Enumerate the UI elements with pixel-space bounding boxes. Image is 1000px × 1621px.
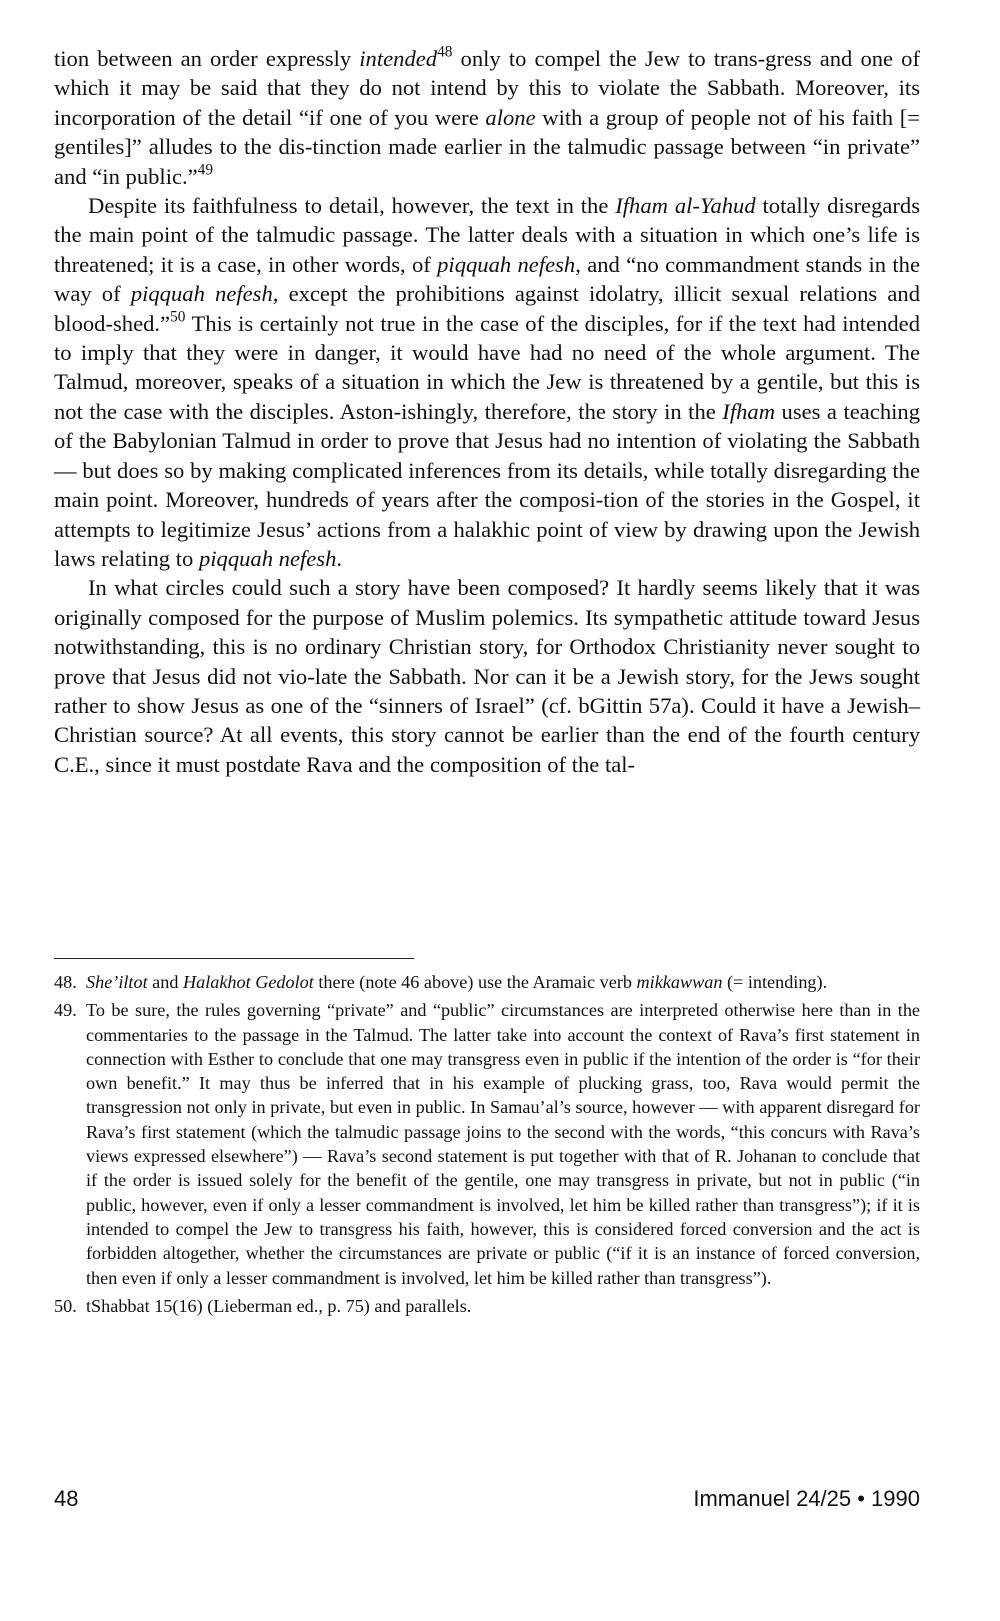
italic-run: mikkawwan	[636, 972, 723, 992]
text-run: uses a teaching of the Babylonian Talmud in order to prove that Jesus had no intention of violating the Sabbath — but does so by making complicated inferences from its details, while totally disregarding the main point. Moreover, hundreds of years after the composi-tion of the stories in the Gospel, it attempts to legitimize Jesus’ actions from a halakhic point of view by drawing upon the Jewish laws relating to	[54, 398, 920, 571]
italic-run: Halakhot Gedolot	[182, 972, 314, 992]
text-run: (= intending).	[722, 972, 828, 992]
footnote-number: 48.	[54, 972, 77, 992]
text-run: with a group of people not of his faith [= gentiles]” alludes to the dis-tinction made earlier in the talmudic passage between “in private” and “in public.”	[54, 104, 920, 189]
main-text	[54, 44, 920, 779]
page-number: 48	[54, 1486, 79, 1511]
footnotes	[54, 970, 920, 1322]
footnote-text: To be sure, the rules governing “private” and “public” circumstances are interpreted otherwise here than in the commentaries to the passage in the Talmud. The latter take into account the context of Rava’s first statement in connection with Esther to conclude that one may transgress even in public if the intention of the order is “for their own benefit.” It may thus be inferred that in his example of plucking grass, too, Rava would permit the transgression not only in private, but even in public. In Samau’al’s source, however — with apparent disregard for Rava’s first statement (which the talmudic passage joins to the second with the words, “this concurs with Rava’s views expressed elsewhere”) — Rava’s second statement is put together with that of R. Johanan to conclude that if the order is issued solely for the benefit of the gentile, one may transgress in private, but not in public (“in public, however, even if only a lesser commandment is involved, let him be killed rather than transgress”); if it is intended to compel the Jew to transgress his faith, however, this is considered forced conversion and the act is forbidden altogether, whether the circumstances are private or public (“if it is an instance of forced conversion, then even if only a lesser commandment is involved, let him be killed rather than transgress”).	[86, 1000, 920, 1288]
italic-run: She’iltot	[86, 972, 148, 992]
italic-run: Ifham	[722, 398, 776, 424]
text-run: there (note 46 above) use the Aramaic verb	[313, 972, 637, 992]
footnote-ref-49[interactable]: 49	[197, 161, 214, 179]
text-run: This is certainly not true in the case of the disciples, for if the text had intended to imply that they were in danger, it would have had no need of the whole argument. The Talmud, moreover, speaks of a situation in which the Jew is threatened by a gentile, but this is not the case with the disciples. Aston-ishingly, therefore, the story in the	[54, 310, 920, 424]
footnote-50	[54, 1294, 920, 1318]
text-run: and	[147, 972, 183, 992]
journal-citation: Immanuel 24/25 • 1990	[693, 1486, 920, 1511]
italic-run: piqquah nefesh	[198, 545, 337, 571]
footnote-48	[54, 970, 920, 994]
text-run: , except the prohibitions against idolatry, illicit sexual relations and blood-shed.”	[54, 281, 920, 336]
footnote-text: tShabbat 15(16) (Lieberman ed., p. 75) and parallels.	[86, 1295, 472, 1316]
italic-run: piqquah nefesh	[130, 281, 273, 307]
footnote-49	[54, 998, 920, 1290]
text-run: Despite its faithfulness to detail, however, the text in the	[88, 193, 616, 219]
footnote-ref-50[interactable]: 50	[170, 308, 186, 326]
footnote-ref-48[interactable]: 48	[437, 43, 453, 61]
text-run: only to compel the Jew to trans-gress and one of which it may be said that they do not intend by this to violate the Sabbath. Moreover, its incorporation of the detail “if one of you were	[54, 46, 920, 130]
italic-run: alone	[485, 104, 536, 130]
page-footer	[54, 1486, 920, 1516]
footnote-number: 49.	[54, 1000, 77, 1021]
footnote-divider	[54, 958, 414, 959]
text-run: tion between an order expressly	[54, 46, 360, 71]
italic-run: intended	[359, 46, 438, 71]
text-run: , and “no commandment stands in the way of	[54, 251, 920, 307]
footnote-number: 50.	[54, 1295, 77, 1316]
italic-run: Ifham al-Yahud	[615, 193, 756, 219]
text-run: .	[336, 545, 343, 571]
footnote-text	[86, 970, 920, 994]
text-run: totally disregards the main point of the talmudic passage. The latter deals with a situation in which one’s life is threatened; it is a case, in other words, of	[54, 193, 921, 277]
paragraph-1	[54, 44, 920, 191]
paragraph-2	[54, 191, 920, 573]
italic-run: piqquah nefesh	[437, 251, 576, 277]
paragraph-3: In what circles could such a story have been composed? It hardly seems likely that it was originally composed for the purpose of Muslim polemics. Its sympathetic attitude toward Jesus notwithstanding, this is no ordinary Christian story, for Orthodox Christianity never sought to prove that Jesus did not vio-late the Sabbath. Nor can it be a Jewish story, for the Jews sought rather to show Jesus as one of the “sinners of Israel” (cf. bGittin 57a). Could it have a Jewish–Christian source? At all events, this story cannot be earlier than the end of the fourth century C.E., since it must postdate Rava and the composition of the tal-	[54, 575, 920, 777]
